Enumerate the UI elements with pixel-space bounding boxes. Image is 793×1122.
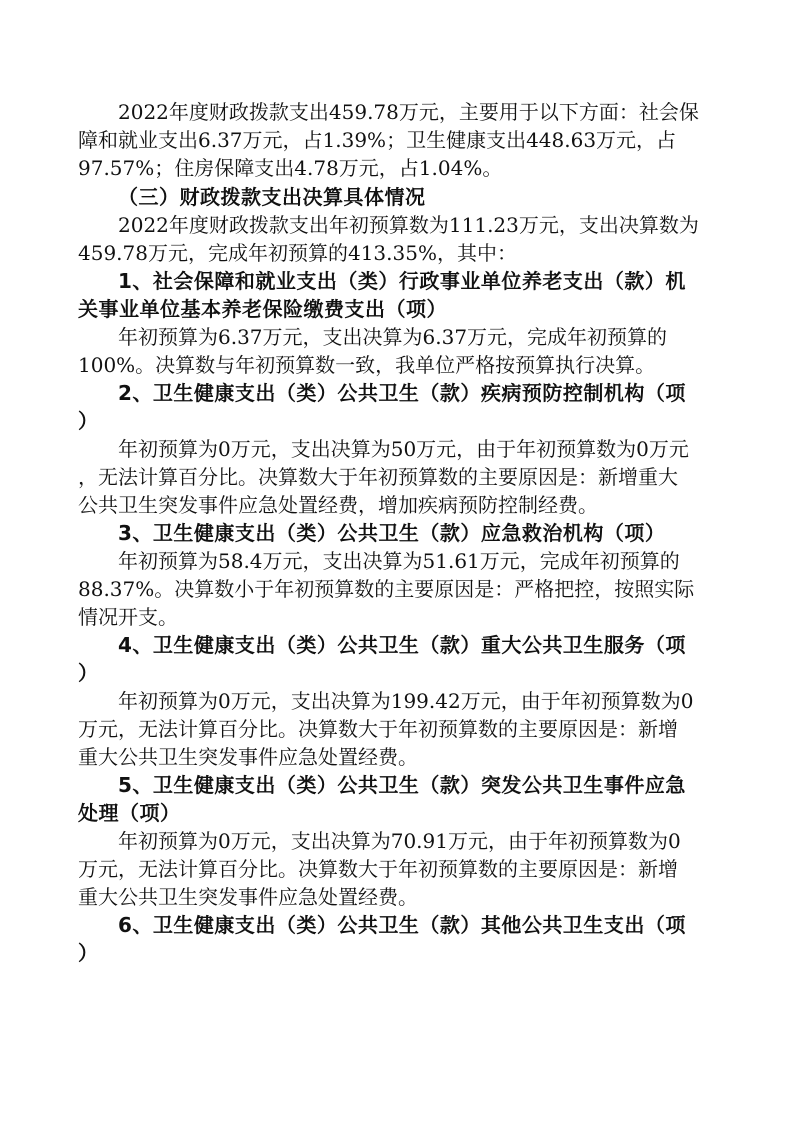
paragraph-line: 年初预算为58.4万元，支出决算为51.61万元，完成年初预算的 <box>118 549 680 573</box>
paragraph-line: 459.78万元，完成年初预算的413.35%，其中： <box>78 241 517 265</box>
paragraph-line: 情况开支。 <box>78 605 178 629</box>
paragraph-line: 88.37%。决算数小于年初预算数的主要原因是：严格把控，按照实际 <box>78 577 695 601</box>
paragraph-line: 万元，无法计算百分比。决算数大于年初预算数的主要原因是：新增 <box>78 717 678 741</box>
item-heading: 2、卫生健康支出（类）公共卫生（款）疾病预防控制机构（项 <box>118 381 686 405</box>
paragraph-line: 公共卫生突发事件应急处置经费，增加疾病预防控制经费。 <box>78 493 598 517</box>
item-heading: 6、卫生健康支出（类）公共卫生（款）其他公共卫生支出（项 <box>118 913 686 937</box>
paragraph-line: 97.57%；住房保障支出4.78万元，占1.04%。 <box>78 156 503 180</box>
paragraph-line: 年初预算为0万元，支出决算为70.91万元，由于年初预算数为0 <box>118 829 681 853</box>
item-heading: 处理（项） <box>78 801 181 825</box>
paragraph-line: 障和就业支出6.37万元，占1.39%；卫生健康支出448.63万元，占 <box>78 128 677 152</box>
paragraph-line: 年初预算为6.37万元，支出决算为6.37万元，完成年初预算的 <box>118 325 668 349</box>
paragraph-line: 2022年度财政拨款支出459.78万元，主要用于以下方面：社会保 <box>118 100 699 124</box>
paragraph-line: ，无法计算百分比。决算数大于年初预算数的主要原因是：新增重大 <box>78 465 678 489</box>
item-heading: 关事业单位基本养老保险缴费支出（项） <box>78 297 447 321</box>
paragraph-line: 重大公共卫生突发事件应急处置经费。 <box>78 885 418 909</box>
item-heading: 1、社会保障和就业支出（类）行政事业单位养老支出（款）机 <box>118 269 686 293</box>
paragraph-line: 万元，无法计算百分比。决算数大于年初预算数的主要原因是：新增 <box>78 857 678 881</box>
item-heading: 5、卫生健康支出（类）公共卫生（款）突发公共卫生事件应急 <box>118 773 686 797</box>
paragraph-line: 2022年度财政拨款支出年初预算数为111.23万元，支出决算数为 <box>118 213 699 237</box>
item-heading: 4、卫生健康支出（类）公共卫生（款）重大公共卫生服务（项 <box>118 633 686 657</box>
paragraph-line: 年初预算为0万元，支出决算为50万元，由于年初预算数为0万元 <box>118 437 689 461</box>
item-heading: ） <box>78 941 99 965</box>
item-heading: 3、卫生健康支出（类）公共卫生（款）应急救治机构（项） <box>118 521 666 545</box>
paragraph-line: 年初预算为0万元，支出决算为199.42万元，由于年初预算数为0 <box>118 689 694 713</box>
section-heading: （三）财政拨款支出决算具体情况 <box>118 185 426 209</box>
item-heading: ） <box>78 661 99 685</box>
item-heading: ） <box>78 409 99 433</box>
paragraph-line: 100%。决算数与年初预算数一致，我单位严格按预算执行决算。 <box>78 353 656 377</box>
paragraph-line: 重大公共卫生突发事件应急处置经费。 <box>78 745 418 769</box>
